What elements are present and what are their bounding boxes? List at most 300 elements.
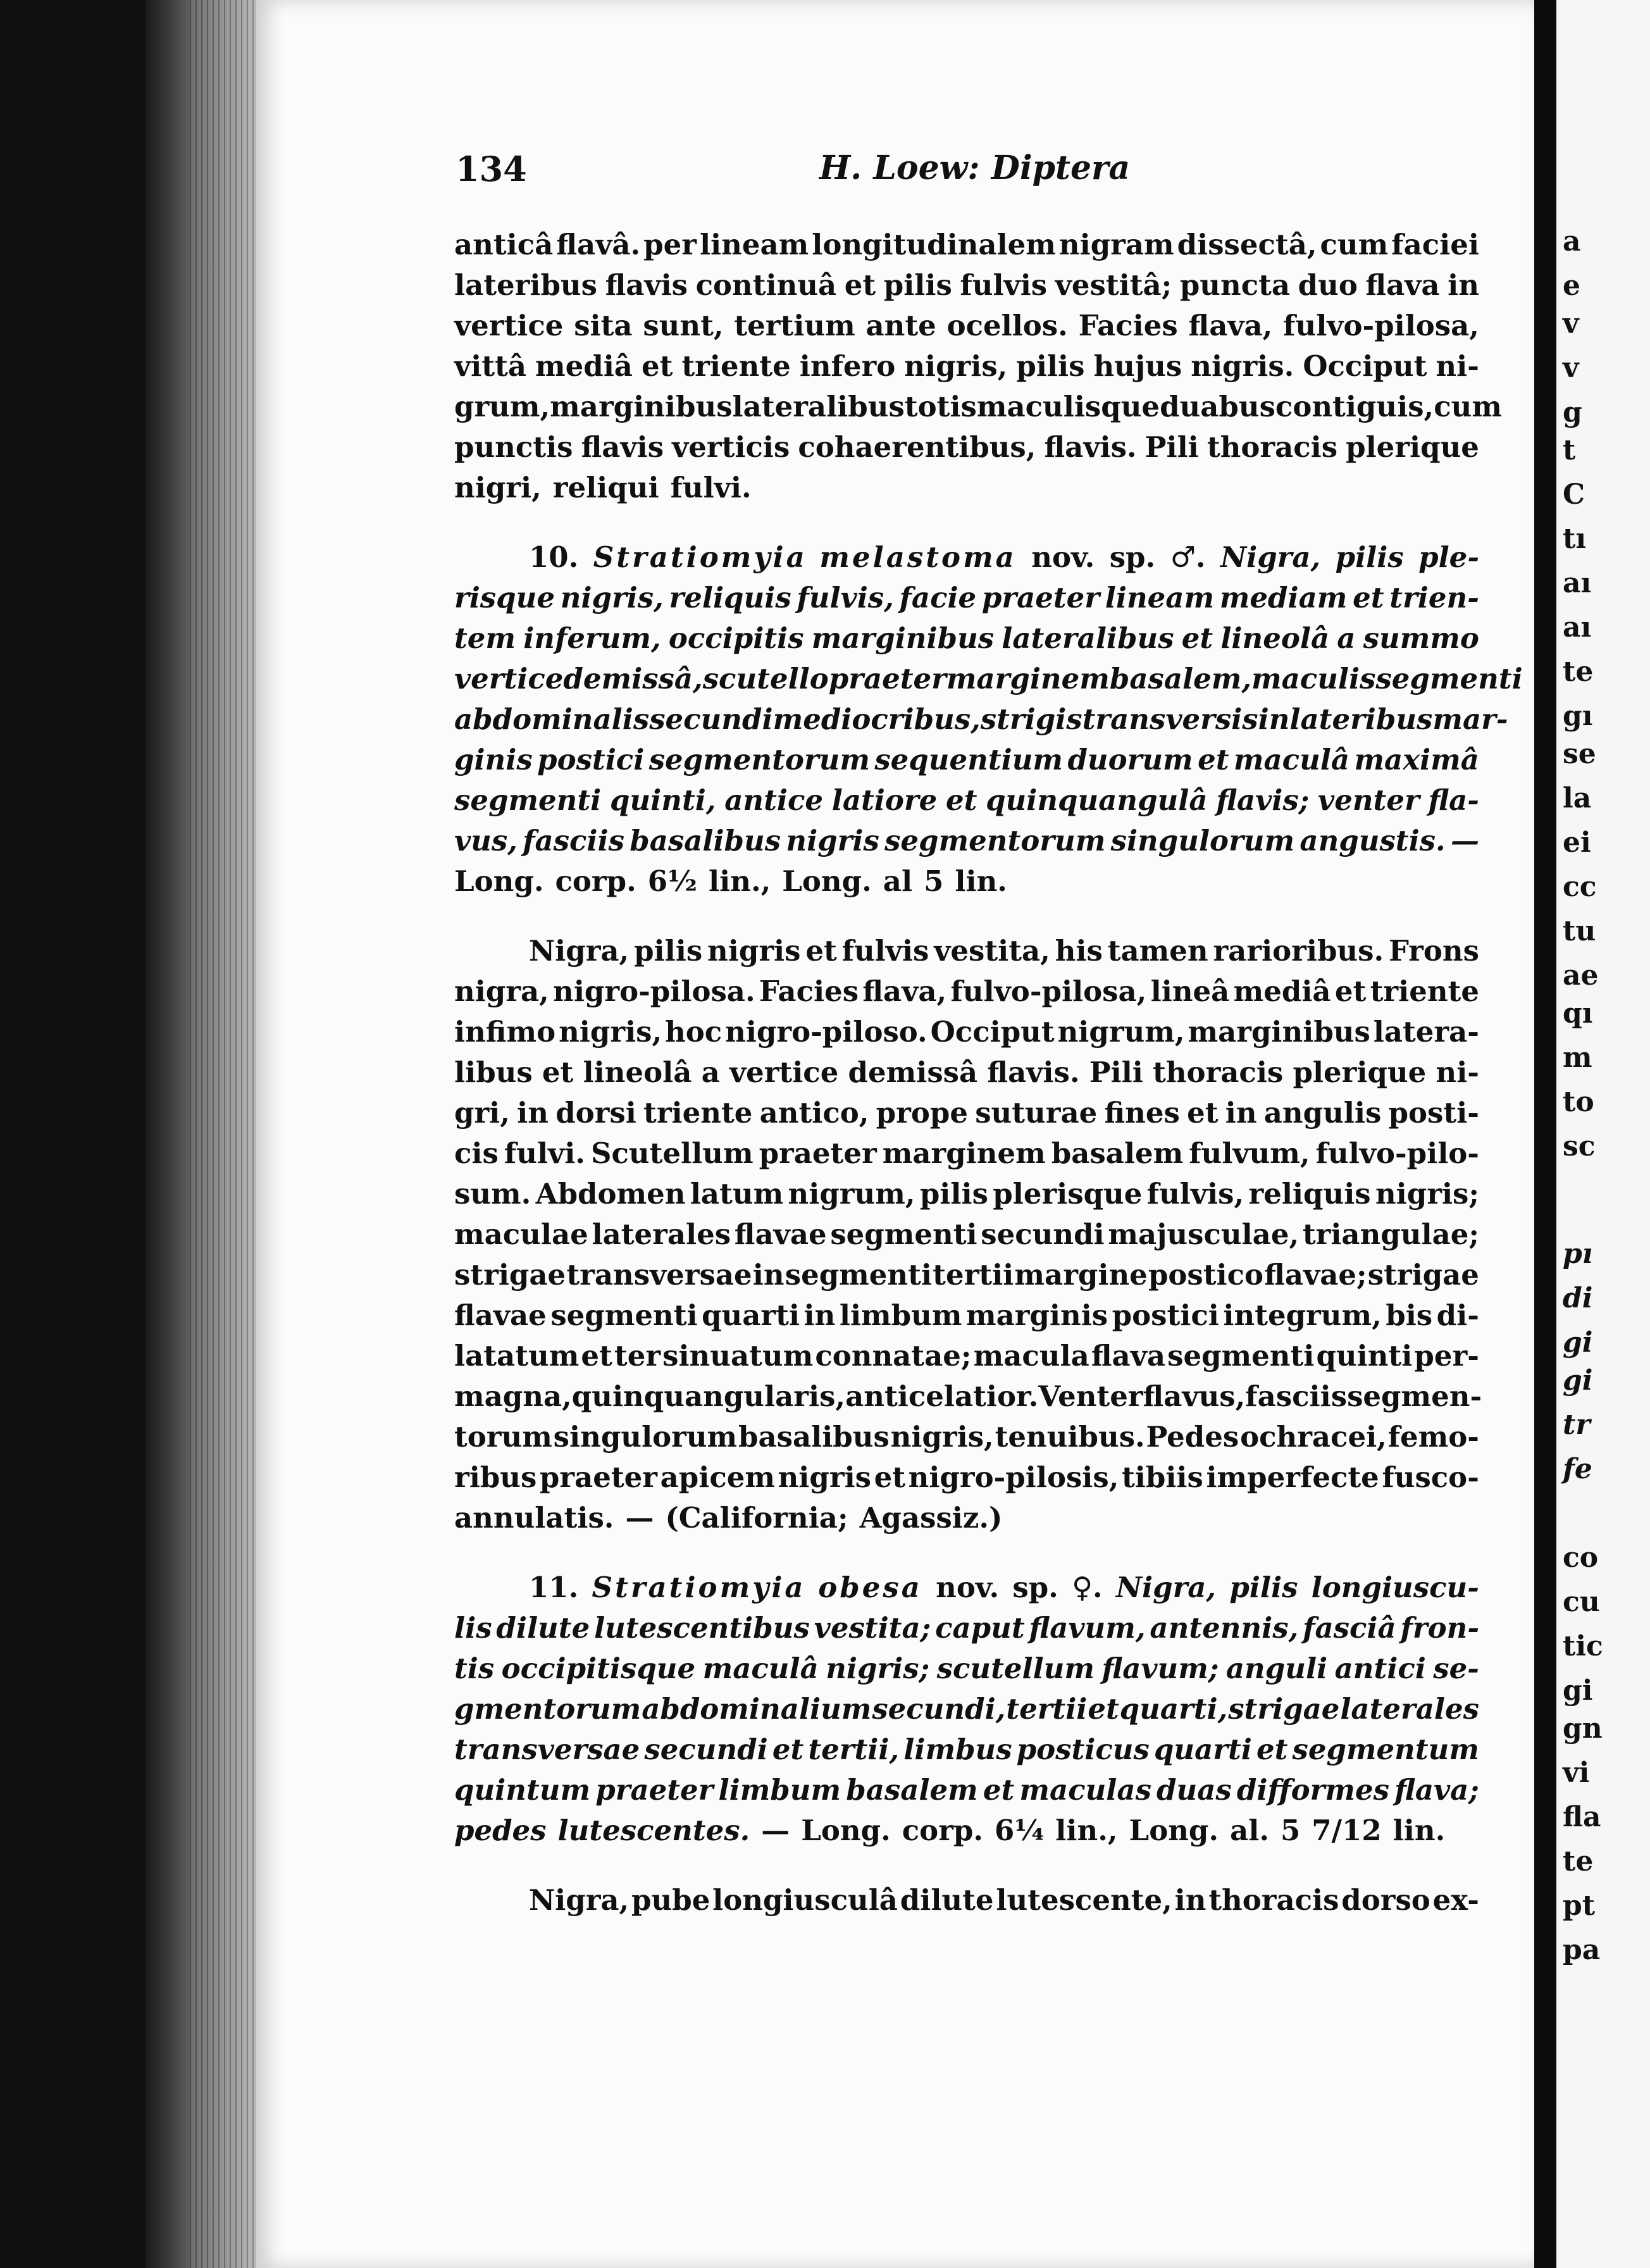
text-column <box>454 225 1523 1921</box>
word: ginis <box>454 743 533 776</box>
word: femo- <box>1387 1420 1479 1454</box>
word: inferum, <box>523 621 661 655</box>
word: facie <box>899 581 977 614</box>
word: fla- <box>1428 783 1479 817</box>
word: secundi, <box>872 1692 1006 1726</box>
word: et <box>542 1056 574 1089</box>
word: in <box>803 1299 836 1332</box>
word: duorum <box>1067 743 1193 776</box>
book-page-edges <box>190 0 259 2268</box>
word: posti- <box>1388 1096 1479 1130</box>
text-line <box>454 931 1479 971</box>
word: per <box>643 228 697 261</box>
word: latum <box>690 1177 784 1211</box>
word: longitudinalem <box>812 228 1056 261</box>
facing-page-fragment: gi <box>1563 1674 1593 1707</box>
word: longiusculâ <box>712 1883 898 1917</box>
facing-page-fragment: aı <box>1563 567 1592 599</box>
facing-page-fragment: vi <box>1563 1757 1590 1789</box>
word: singulorum <box>553 1420 738 1454</box>
running-head: H. Loew: Diptera <box>819 149 1131 187</box>
word: annulatis. <box>454 1501 614 1535</box>
word: mediam <box>1219 581 1348 614</box>
word: hujus <box>1093 349 1182 383</box>
word: sita <box>574 309 633 342</box>
word: sunt, <box>643 309 724 342</box>
word: tenuibus. <box>995 1420 1145 1454</box>
word: dorsi <box>555 1096 636 1130</box>
word: margine <box>1014 1258 1148 1292</box>
word: ple- <box>1418 540 1479 574</box>
word: lineam <box>699 228 809 261</box>
word: nigris, <box>904 349 1008 383</box>
facing-page-fragment: ei <box>1563 826 1591 859</box>
facing-page-fragment: tı <box>1563 523 1587 555</box>
word: lutescente, <box>996 1883 1172 1917</box>
word: flavis. <box>1044 430 1137 464</box>
word: fasciis <box>1245 1380 1348 1413</box>
word: fulvi. <box>504 1137 585 1170</box>
word: vertice <box>454 309 564 342</box>
word: nigris. <box>1191 349 1294 383</box>
word: et <box>1088 1692 1119 1726</box>
word: marginem <box>882 1137 1046 1170</box>
word: se- <box>1433 1652 1479 1685</box>
word: dorso <box>1341 1883 1430 1917</box>
species-name: Stratiomyia melastoma <box>593 540 1017 574</box>
word: mar- <box>1432 702 1508 736</box>
word: singulorum <box>1110 824 1295 857</box>
word: Occiput <box>930 1015 1055 1049</box>
word: maculâ <box>1233 743 1350 776</box>
word: nigra, <box>454 975 549 1008</box>
word: in <box>1174 1883 1206 1917</box>
word: fulvo-pilo- <box>1315 1137 1479 1170</box>
word: punctis <box>454 430 573 464</box>
word: sequentium <box>874 743 1064 776</box>
word: segmen- <box>1347 1380 1482 1413</box>
word: cohaerentibus, <box>798 430 1036 464</box>
word: limbum <box>718 1773 841 1807</box>
text-line <box>454 1457 1479 1498</box>
word: lateribus <box>454 268 597 302</box>
word: scutello <box>702 662 829 695</box>
text-line <box>454 1648 1479 1689</box>
word: basalem <box>846 1773 978 1807</box>
word: strigis <box>980 702 1082 736</box>
word: basalem, <box>1109 662 1252 695</box>
facing-page-fragment: gı <box>1563 700 1593 732</box>
text-line <box>454 1255 1479 1295</box>
word: quinquangulâ <box>986 783 1208 817</box>
facing-page-fragment: co <box>1563 1542 1599 1574</box>
word: vestita; <box>814 1611 931 1645</box>
word: lateralibus <box>732 390 905 423</box>
word: flavum; <box>1101 1652 1219 1685</box>
word: ni- <box>1436 1056 1479 1089</box>
text-line <box>454 1567 1479 1608</box>
word: maculas <box>1019 1773 1151 1807</box>
word: marginis <box>965 1299 1108 1332</box>
word: transversis <box>1082 702 1258 736</box>
word: di- <box>1436 1299 1479 1332</box>
word: nigris, <box>559 1015 662 1049</box>
text-line <box>454 468 1479 508</box>
word: 11. <box>529 1571 579 1604</box>
text-line <box>454 1880 1479 1921</box>
text-line <box>454 659 1523 699</box>
text-line <box>454 1417 1479 1457</box>
word: ribus <box>454 1461 537 1494</box>
word: nigro-pilosis, <box>908 1461 1119 1494</box>
word: abdominalium <box>642 1692 872 1726</box>
word: praeter <box>595 1773 714 1807</box>
word: mediocribus, <box>772 702 981 736</box>
word: plerique <box>1346 430 1479 464</box>
word: pilis <box>634 934 703 968</box>
word: Nigra, <box>529 934 630 968</box>
word: Pedes <box>1146 1420 1239 1454</box>
word: tem <box>454 621 516 655</box>
word: nigris; <box>1375 1177 1479 1211</box>
facing-page-fragment: m <box>1563 1042 1592 1074</box>
word: et <box>805 934 837 968</box>
word: laterales <box>592 1218 731 1251</box>
word: imperfecte <box>1206 1461 1379 1494</box>
word: nov. <box>1031 540 1095 574</box>
word: Nigra, <box>1220 540 1321 574</box>
word: segmentum <box>1292 1733 1479 1766</box>
word: in <box>517 1096 549 1130</box>
word: tamen <box>1107 934 1208 968</box>
word: latiore <box>831 783 938 817</box>
text-line <box>454 1174 1479 1214</box>
word: corp. <box>555 864 636 898</box>
word: lineâ <box>1150 975 1230 1008</box>
word: nigris, <box>890 1420 994 1454</box>
word: et <box>1256 1733 1288 1766</box>
text-line <box>454 225 1479 265</box>
word: thoracis <box>1153 1056 1284 1089</box>
facing-page-fragment: C <box>1563 478 1585 511</box>
word: strigae <box>1228 1692 1340 1726</box>
word: et <box>1181 621 1213 655</box>
word: angulis <box>1263 1096 1382 1130</box>
facing-page-fragment: tu <box>1563 915 1596 947</box>
word: et <box>844 268 876 302</box>
facing-page-fragment: gi <box>1563 1326 1593 1359</box>
word: Abdomen <box>535 1177 686 1211</box>
facing-page-fragment: v <box>1563 308 1579 340</box>
word: tertii, <box>808 1733 900 1766</box>
text-line <box>454 1093 1479 1133</box>
word: quinti <box>1316 1339 1413 1373</box>
word: plerique <box>1293 1056 1427 1089</box>
word: Occiput <box>1303 349 1427 383</box>
word: reliquis <box>669 581 791 614</box>
word: puncta <box>1179 268 1291 302</box>
word: ochracei, <box>1240 1420 1387 1454</box>
word: nigro-piloso. <box>725 1015 927 1049</box>
word: maculis <box>1251 662 1376 695</box>
text-line <box>454 1376 1482 1417</box>
word: Long. <box>782 864 872 898</box>
word: praeter <box>828 662 946 695</box>
facing-page-fragment: fe <box>1563 1453 1592 1485</box>
word: flava <box>1091 1339 1166 1373</box>
word: Long. <box>1129 1814 1219 1847</box>
word: fulvis, <box>797 581 894 614</box>
word: et <box>1353 581 1384 614</box>
text-line <box>454 537 1479 578</box>
word: Long. <box>454 864 544 898</box>
word: fasciis <box>523 824 624 857</box>
word: apicem <box>660 1461 775 1494</box>
word: fulvi. <box>670 471 752 504</box>
word: — <box>761 1814 790 1847</box>
word: lis <box>454 1611 492 1645</box>
word: secundi <box>981 1218 1105 1251</box>
word: cum <box>1434 390 1502 423</box>
facing-page-fragment: to <box>1563 1086 1594 1118</box>
word: laterales <box>1340 1692 1479 1726</box>
word: pilis <box>1016 349 1085 383</box>
word: segmenti <box>454 783 602 817</box>
facing-page-fragment: a <box>1563 225 1581 258</box>
word: ♀. <box>1072 1571 1103 1604</box>
word: et <box>641 349 673 383</box>
text-line <box>454 1012 1479 1052</box>
word: totis <box>904 390 977 423</box>
paragraph <box>454 1567 1479 1851</box>
facing-page-fragment: te <box>1563 656 1594 688</box>
word: transversae <box>454 1733 640 1766</box>
word: flavis; <box>1216 783 1310 817</box>
word: nigram <box>1058 228 1174 261</box>
book-gutter <box>1534 0 1556 2268</box>
word: quinti, <box>609 783 716 817</box>
word: suturae <box>975 1096 1098 1130</box>
word: ocellos. <box>946 309 1068 342</box>
word: marginibus <box>811 621 995 655</box>
word: posticus <box>1016 1733 1150 1766</box>
word: grum, <box>454 390 550 423</box>
word: secundi <box>644 1733 768 1766</box>
word: limbum <box>839 1299 962 1332</box>
word: difformes <box>1236 1773 1389 1807</box>
word: lin., <box>1055 1814 1118 1847</box>
word: strigae <box>454 1258 566 1292</box>
word: Nigra, <box>1115 1571 1217 1604</box>
word: al <box>883 864 913 898</box>
word: antice <box>724 783 824 817</box>
word: integrum, <box>1223 1299 1382 1332</box>
word: sp. <box>1109 540 1156 574</box>
text-line <box>454 740 1479 780</box>
word: thoracis <box>1206 430 1338 464</box>
word: verticis <box>672 430 790 464</box>
word: flavis <box>581 430 664 464</box>
text-line <box>454 1336 1479 1376</box>
word: et <box>581 1339 612 1373</box>
word: thoracis <box>1208 1883 1339 1917</box>
word: corp. <box>902 1814 984 1847</box>
word: lutescentes. <box>557 1814 750 1847</box>
text-line <box>454 780 1479 821</box>
word: et <box>772 1733 804 1766</box>
word: risque <box>454 581 555 614</box>
word: Pili <box>1144 430 1199 464</box>
word: Agassiz.) <box>859 1501 1003 1535</box>
paragraph-gap <box>454 1538 1479 1567</box>
word: latatum <box>454 1339 580 1373</box>
word: 10. <box>529 540 579 574</box>
word: pilis <box>883 268 952 302</box>
word: triente <box>643 1096 753 1130</box>
word: fulvo-pilosa, <box>950 975 1147 1008</box>
species-name: Stratiomyia obesa <box>592 1571 922 1604</box>
word: rarioribus. <box>1213 934 1384 968</box>
facing-page-edge <box>1556 0 1650 2268</box>
word: flava, <box>862 975 947 1008</box>
facing-page-fragment: cc <box>1563 871 1597 903</box>
facing-page-fragment: pa <box>1563 1934 1601 1966</box>
text-line <box>454 1052 1479 1093</box>
word: flava <box>1365 268 1440 302</box>
facing-page-fragment: la <box>1563 782 1592 814</box>
scan-left-margin <box>0 0 146 2268</box>
word: tertium <box>734 309 855 342</box>
word: et <box>983 1773 1015 1807</box>
word: antici <box>1334 1652 1426 1685</box>
word: Nigra, <box>529 1883 630 1917</box>
word: quinquangularis, <box>571 1380 846 1413</box>
facing-page-fragment: gn <box>1563 1712 1603 1745</box>
text-line <box>454 821 1479 861</box>
word: latera- <box>1373 1015 1479 1049</box>
word: — <box>1450 824 1479 857</box>
word: marginem <box>946 662 1110 695</box>
word: summo <box>1363 621 1479 655</box>
word: antico, <box>759 1096 869 1130</box>
word: majusculae, <box>1108 1218 1300 1251</box>
word: 7/12 <box>1312 1814 1382 1847</box>
word: quarti <box>1153 1733 1252 1766</box>
word: pilis <box>1229 1571 1298 1604</box>
word: anticâ <box>454 228 554 261</box>
word: vertice <box>729 1056 839 1089</box>
word: 5 <box>1280 1814 1301 1847</box>
word: lineolâ <box>583 1056 692 1089</box>
paragraph <box>454 931 1482 1538</box>
facing-page-fragment: fla <box>1563 1801 1601 1833</box>
word: vertice <box>454 662 564 695</box>
word: fron- <box>1400 1611 1479 1645</box>
word: duo <box>1298 268 1358 302</box>
word: praeter <box>539 1461 658 1494</box>
word: ante <box>865 309 936 342</box>
word: duabus <box>1160 390 1275 423</box>
text-line <box>454 578 1479 618</box>
facing-page-fragment: aı <box>1563 611 1592 644</box>
word: fulvis, <box>1146 1177 1244 1211</box>
facing-page-fragment: pı <box>1563 1238 1593 1270</box>
word: secundi <box>649 702 773 736</box>
paragraph <box>454 225 1502 508</box>
word: lineam <box>1105 581 1215 614</box>
word: triangulae; <box>1302 1218 1479 1251</box>
word: lutescentibus <box>594 1611 810 1645</box>
word: trien- <box>1389 581 1479 614</box>
word: reliquis <box>1248 1177 1371 1211</box>
word: plerisque <box>993 1177 1143 1211</box>
text-line <box>454 427 1479 468</box>
facing-page-fragment: se <box>1563 738 1596 770</box>
word: lin. <box>955 864 1007 898</box>
word: segmenti <box>1167 1339 1315 1373</box>
word: magna, <box>454 1380 572 1413</box>
facing-page-fragment: qı <box>1563 997 1593 1030</box>
word: cis <box>454 1137 499 1170</box>
word: Venter <box>1038 1380 1143 1413</box>
text-line <box>454 971 1479 1012</box>
text-line <box>454 1770 1479 1810</box>
facing-page-fragment: gi <box>1563 1364 1593 1397</box>
word: fulvis <box>841 934 929 968</box>
word: et <box>1334 975 1367 1008</box>
text-line <box>454 1214 1479 1255</box>
word: nigrum, <box>788 1177 915 1211</box>
word: flavae <box>734 1218 827 1251</box>
word: bis <box>1386 1299 1433 1332</box>
page-header <box>456 149 1480 193</box>
word: marginibus <box>550 390 733 423</box>
word: his <box>1055 934 1103 968</box>
word: hoc <box>665 1015 723 1049</box>
word: al. <box>1230 1814 1269 1847</box>
word: et <box>1187 1096 1219 1130</box>
text-line <box>454 861 1479 902</box>
word: contiguis, <box>1275 390 1434 423</box>
word: transversae <box>566 1258 752 1292</box>
word: strigae <box>1367 1258 1479 1292</box>
word: sp. <box>1012 1571 1058 1604</box>
word: 6½ <box>647 864 698 898</box>
word: ter <box>614 1339 661 1373</box>
word: limbus <box>903 1733 1012 1766</box>
text-line <box>454 1133 1479 1174</box>
word: et <box>1198 743 1229 776</box>
word: flavus, <box>1143 1380 1246 1413</box>
page-number: 134 <box>456 149 527 189</box>
word: segmenti <box>830 1218 977 1251</box>
word: triente <box>1370 975 1479 1008</box>
word: dissectâ, <box>1177 228 1317 261</box>
paragraph <box>454 1880 1479 1921</box>
text-line <box>454 1608 1479 1648</box>
text-line <box>454 265 1479 306</box>
word: demissâ <box>848 1056 978 1089</box>
word: in <box>1258 702 1290 736</box>
word: ♂. <box>1170 540 1206 574</box>
word: flavae; <box>1264 1258 1367 1292</box>
word: antennis, <box>1150 1611 1299 1645</box>
paragraph-gap <box>454 902 1479 931</box>
word: in <box>1448 268 1479 302</box>
paragraph-gap <box>454 508 1479 537</box>
word: pilis <box>1335 540 1404 574</box>
facing-page-fragment: ae <box>1563 959 1599 992</box>
